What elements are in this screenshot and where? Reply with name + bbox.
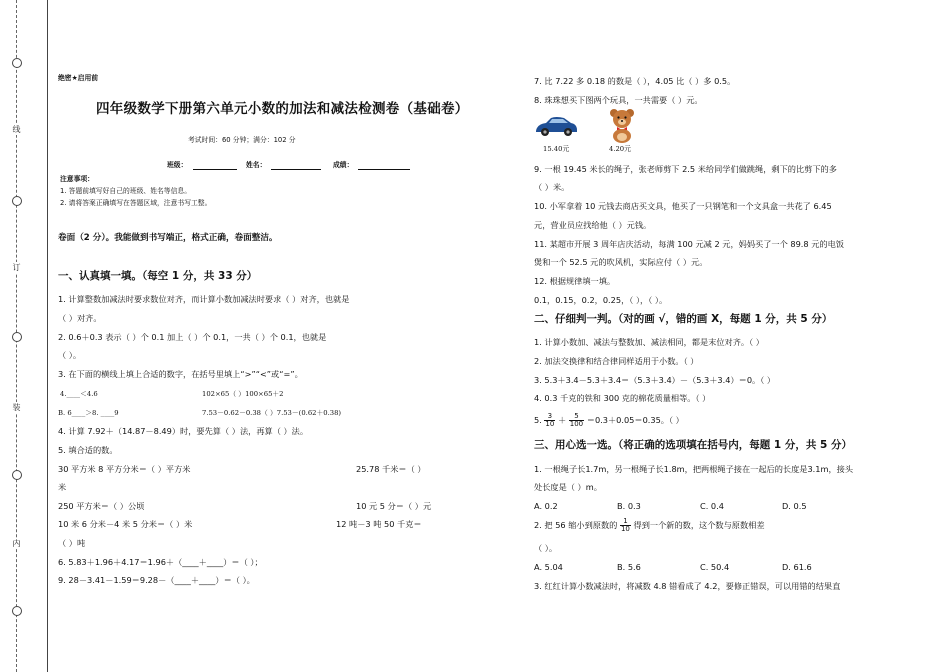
s1-q3-item-a: 4.____＜4.6 [60,390,98,398]
circle-mark [12,196,22,206]
s2-q2: 2. 加法交换律和结合律同样适用于小数。（ ） [534,356,699,366]
s3-q2-option-a[interactable]: A. 5.04 [534,562,563,572]
circle-mark [12,606,22,616]
s1-q10: 10. 小军拿着 10 元钱去商店买文具，他买了一只钢笔和一个文具盒一共花了 6.45 [534,201,832,211]
teddy-bear-image [609,108,635,144]
s1-q5-b-unit: 米 [58,482,67,492]
fraction-numerator: 1 [620,518,631,526]
s3-q2 [534,518,765,533]
fraction-denominator: 10 [620,525,630,533]
s3-q3: 3. 红红计算小数减法时，将减数 4.8 错看成了 4.2，要修正错误，可以用错的结果直 [534,581,841,591]
s1-q3-item-c: B. 6____＞8. ____9 [58,409,119,417]
neatness-line: 卷面（2 分）。我能做到书写端正，格式正确，卷面整洁。 [58,233,278,243]
fraction-denominator: 10 [545,420,555,428]
fraction [569,413,584,428]
s3-q2-option-b[interactable]: B. 5.6 [617,562,641,572]
s1-q10-cont: 元，营业员应找给他（ ）元钱。 [534,220,652,230]
bear-price: 4.20元 [609,145,631,153]
s3-q1-option-c[interactable]: C. 0.4 [700,501,724,511]
s2-q4: 4. 0.3 千克的铁和 300 克的棉花质量相等。（ ） [534,393,711,403]
s2-q1: 1. 计算小数加、减法与整数加、减法相同，都是末位对齐。（ ） [534,337,764,347]
binding-margin [0,0,40,672]
s1-q6: 6. 5.83＋1.96＋4.17＝1.96＋（____＋____）＝（ ）； [58,557,263,567]
s1-q1: 1. 计算整数加减法时要求数位对齐，而计算小数加减法时要求（ ）对齐，也就是 [58,294,350,304]
section3-title: 三、用心选一选。（将正确的选项填在括号内，每题 1 分，共 5 分） [534,439,852,451]
exam-info: 考试时间：60 分钟；满分：102 分 [188,136,296,144]
s1-q2: 2. 0.6＋0.3 表示（ ）个 0.1 加上（ ）个 0.1，一共（ ）个 0.1，也就是 [58,332,327,342]
s1-q5-f: 12 吨－3 吨 50 千克＝ [336,519,422,529]
margin-mark-nei: 内 [12,539,21,548]
s2-q5-number: 5. [534,415,542,425]
fraction-numerator: 3 [544,413,555,421]
s1-q8: 8. 珠珠想买下图两个玩具，一共需要（ ）元。 [534,95,703,105]
note-2: 2. 请将答案正确填写在答题区域，注意书写工整。 [60,199,212,207]
fraction [544,413,555,428]
s1-q12: 12. 根据规律填一填。 [534,276,616,286]
s3-q1-option-d[interactable]: D. 0.5 [782,501,807,511]
s1-q12-sequence: 0.1，0.15，0.2，0.25，（ ），（ ）。 [534,295,668,305]
s1-q7: 7. 比 7.22 多 0.18 的数是（ ），4.05 比（ ）多 0.5。 [534,76,736,86]
s3-q2-cont: （ ）。 [534,543,558,553]
fraction-numerator: 5 [569,413,584,421]
section2-title: 二、仔细判一判。（对的画 √，错的画 X，每题 1 分，共 5 分） [534,313,833,325]
circle-mark [12,470,22,480]
fraction [620,518,631,533]
s1-q3: 3. 在下面的横线上填上合适的数字，在括号里填上“>”“<”或“=”。 [58,369,303,379]
plus-sign: ＋ [557,415,567,425]
s3-q1-option-b[interactable]: B. 0.3 [617,501,641,511]
s1-q2-cont: （ ）。 [58,350,82,360]
s1-q5-e: 10 米 6 分米－4 米 5 分米＝（ ）米 [58,519,193,529]
margin-mark-xian: 线 [12,125,21,134]
s1-q5-d: 10 元 5 分＝（ ）元 [356,501,432,511]
s3-q2-option-d[interactable]: D. 61.6 [782,562,812,572]
page-title: 四年级数学下册第六单元小数的加法和减法检测卷（基础卷） [96,101,469,117]
s1-q5-c: 250 平方米＝（ ）公顷 [58,501,145,511]
s3-q2-text: 2. 把 56 缩小到原数的 [534,520,618,530]
score-label: 成绩： [333,161,354,169]
s1-q5-f-cont: （ ）吨 [58,538,86,548]
circle-mark [12,332,22,342]
class-label: 班级： [167,161,188,169]
score-field[interactable] [358,169,410,170]
s1-q11-cont: 煲和一个 52.5 元的吹风机，实际应付（ ）元。 [534,257,708,267]
toy-car-image [534,112,578,138]
name-label: 姓名： [246,161,267,169]
s1-q1-cont: （ ）对齐。 [58,313,102,323]
s1-q5-b: 25.78 千米＝（ ） [356,464,426,474]
section1-title: 一、认真填一填。（每空 1 分，共 33 分） [58,270,258,282]
car-price: 15.40元 [543,145,570,153]
s1-q3-item-b: 102×65（ ）100×65＋2 [202,390,284,398]
s1-q6-cont: 9. 28－3.41－1.59＝9.28－（____＋____）＝（ ）。 [58,575,255,585]
s3-q2-option-c[interactable]: C. 50.4 [700,562,730,572]
s3-q1-cont: 处长度是（ ）m。 [534,482,602,492]
s2-q5 [534,413,684,428]
s1-q3-item-d: 7.53－0.62－0.38（ ）7.53－(0.62＋0.38) [202,409,342,417]
s2-q5-rest: ＝0.3＋0.05＝0.35。（ ） [586,415,684,425]
name-field[interactable] [271,169,321,170]
margin-mark-zhuang: 装 [12,403,21,412]
s1-q5: 5. 填合适的数。 [58,445,118,455]
margin-border [47,0,48,672]
note-1: 1. 答题前填写好自己的班级、姓名等信息。 [60,187,191,195]
circle-mark [12,58,22,68]
margin-mark-ding: 订 [12,263,21,272]
fraction-denominator: 100 [569,420,584,428]
s1-q5-a: 30 平方米 8 平方分米＝（ ）平方米 [58,464,191,474]
class-field[interactable] [193,169,237,170]
s1-q4: 4. 计算 7.92＋（14.87－8.49）时，要先算（ ）法，再算（ ）法。 [58,426,309,436]
notes-title: 注意事项： [60,175,94,183]
s3-q2-rest: 得到一个新的数，这个数与原数相差 [633,520,765,530]
s1-q11: 11. 某超市开展 3 周年店庆活动，每满 100 元减 2 元，妈妈买了一个 89.8 元的电饭 [534,239,844,249]
s3-q1: 1. 一根绳子长1.7m，另一根绳子长1.8m，把两根绳子接在一起后的长度是3.1m，接头 [534,464,854,474]
s1-q9: 9. 一根 19.45 米长的绳子，张老师剪下 2.5 米给同学们做跳绳，剩下的比剪下的多 [534,164,837,174]
s3-q1-option-a[interactable]: A. 0.2 [534,501,558,511]
secret-label: 绝密★启用前 [58,74,99,82]
s2-q3: 3. 5.3＋3.4－5.3＋3.4＝（5.3＋3.4）－（5.3＋3.4）＝0。（ ） [534,375,776,385]
s1-q9-cont: （ ）米。 [534,182,570,192]
